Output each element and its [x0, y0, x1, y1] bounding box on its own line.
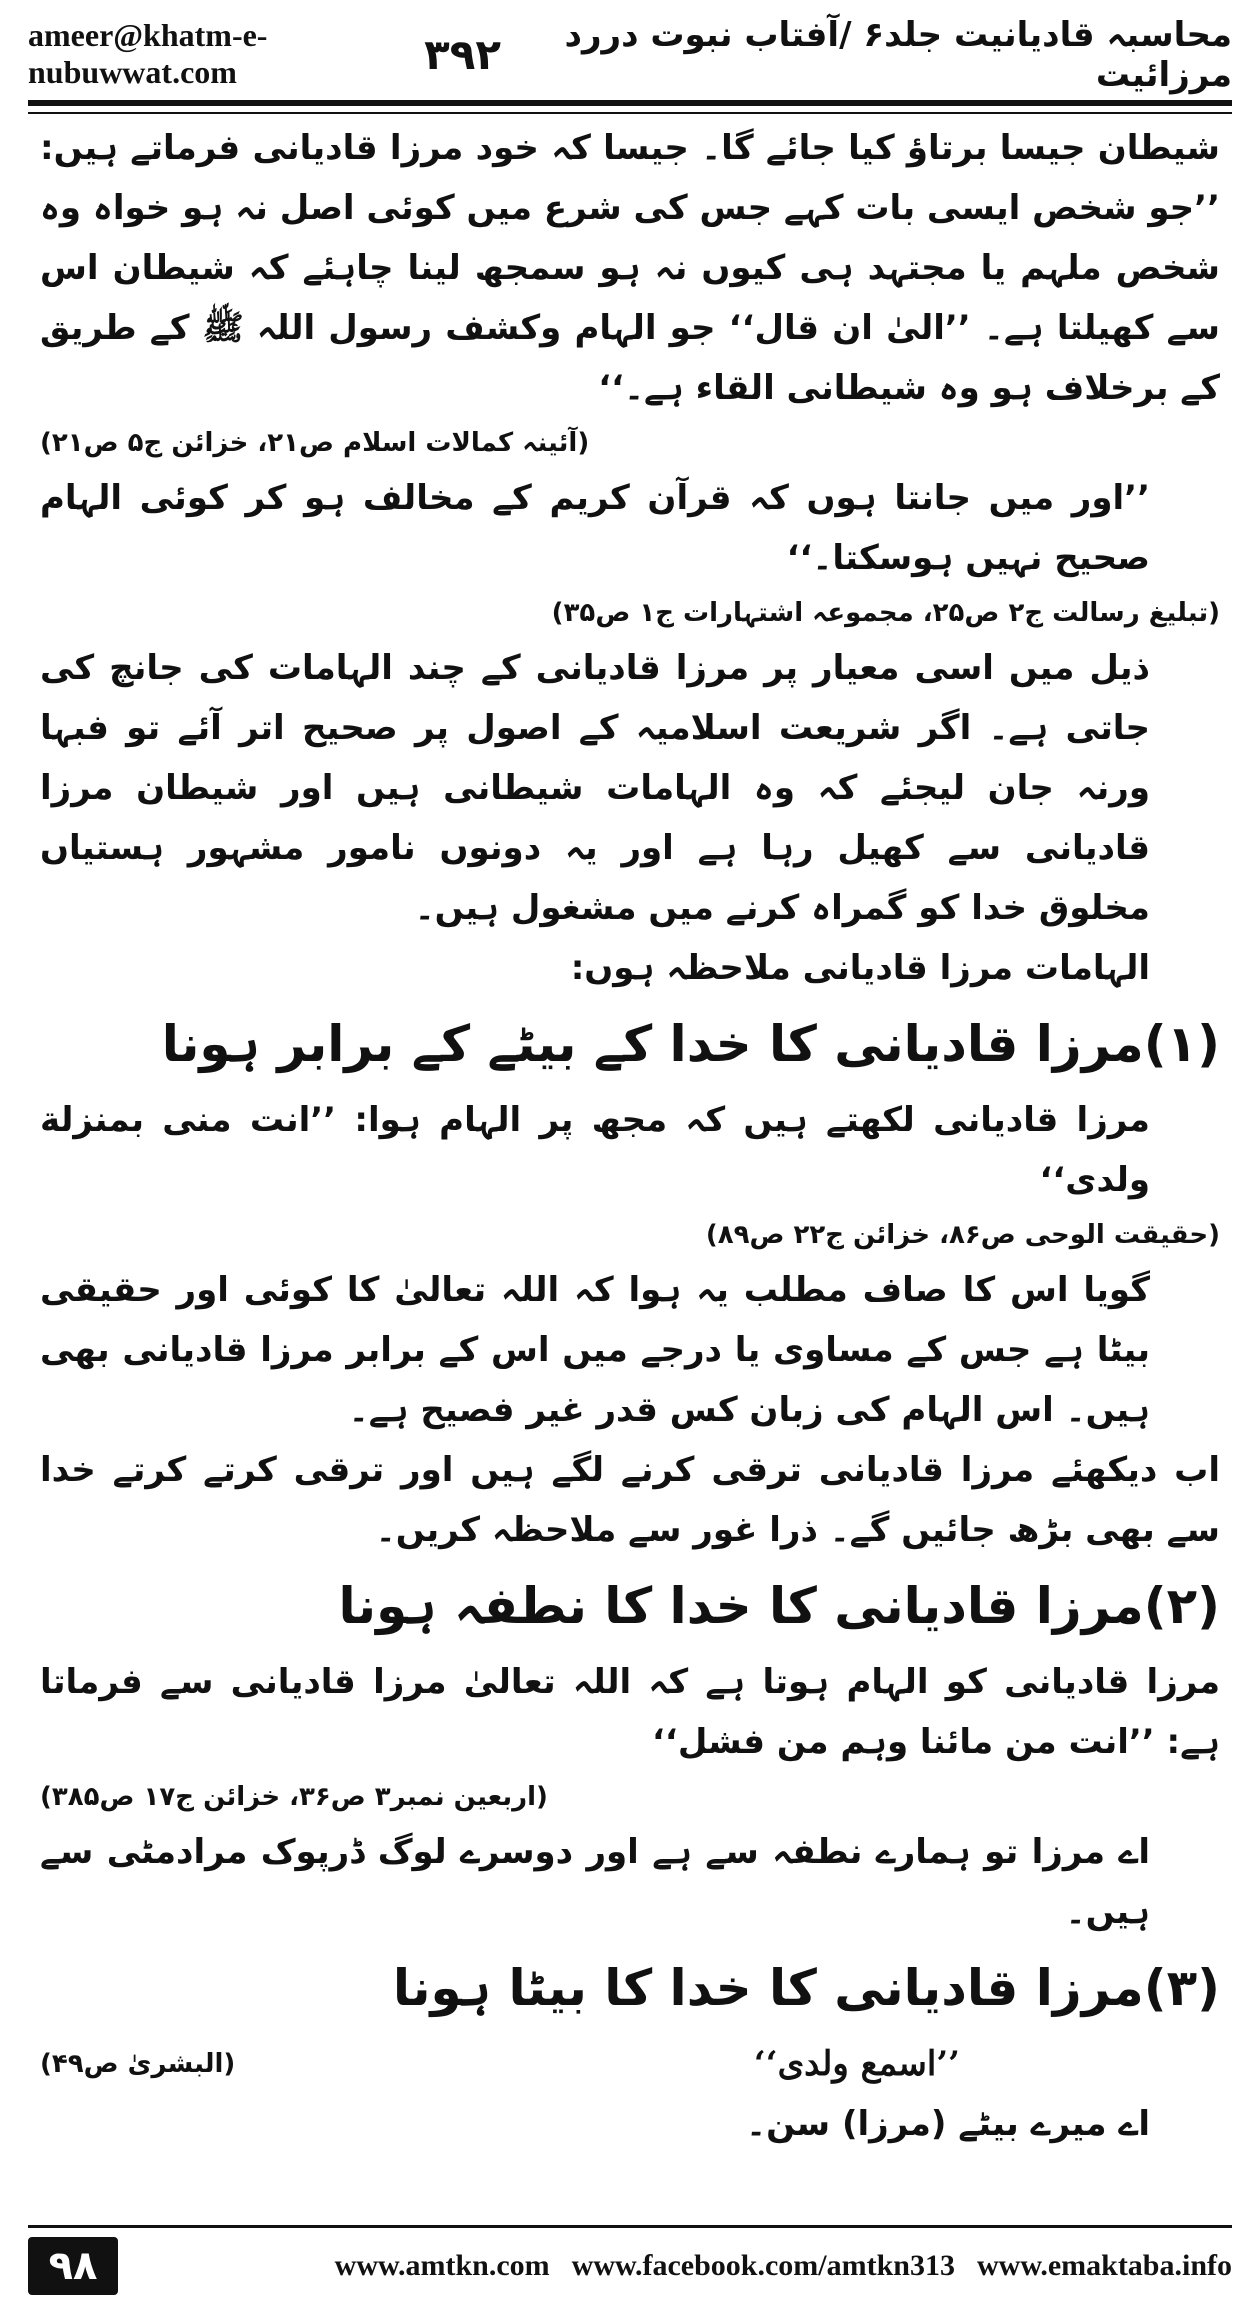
- paragraph-intro: شیطان جیسا برتاؤ کیا جائے گا۔ جیسا کہ خود مرزا قادیانی فرماتے ہیں: ’’جو شخص ایسی بات کہے جس کی شرع میں کوئی اصل نہ ہو خواہ وہ شخص ملہم یا مجتہد ہی کیوں نہ ہو سمجھ لینا چاہئے کہ شیطان اس سے کھیلتا ہے۔ ’’الیٰ ان قال‘‘ جو الہام وکشف رسول اللہ ﷺ کے طریق کے برخلاف ہو وہ شیطانی القاء ہے۔‘‘: [40, 128, 1220, 408]
- reference-row: [40, 1210, 1220, 1260]
- footer-link-amtkn[interactable]: www.amtkn.com: [334, 2249, 550, 2282]
- footer-link-facebook[interactable]: www.facebook.com/amtkn313: [571, 2249, 955, 2282]
- section-heading-2: (۲)مرزا قادیانی کا خدا کا نطفہ ہونا: [338, 1577, 1220, 1635]
- header-rule-thick: [28, 100, 1232, 106]
- header-email[interactable]: ameer@khatm-e-nubuwwat.com: [28, 17, 268, 90]
- translation-line: اے میرے بیٹے (مرزا) سن۔: [746, 2104, 1150, 2144]
- header-page-number: ۳۹۲: [424, 29, 502, 79]
- footer-rule: [28, 2225, 1232, 2228]
- header-title: محاسبہ قادیانیت جلد۶ /آفتاب نبوت دررد مرزائیت: [564, 14, 1232, 95]
- page-header: [28, 14, 1232, 94]
- footer-links: [118, 2249, 1232, 2283]
- header-right: [424, 14, 1232, 95]
- paragraph-commentary: گویا اس کا صاف مطلب یہ ہوا کہ اللہ تعالیٰ کا کوئی اور حقیقی بیٹا ہے جس کے مساوی یا درجے میں اس کے برابر مرزا قادیانی بھی ہیں۔ اس الہام کی زبان کس قدر غیر فصیح ہے۔: [40, 1270, 1150, 1430]
- page-body: [40, 118, 1220, 2154]
- arabic-quote: ’’اسمع ولدی‘‘: [753, 2044, 960, 2084]
- quote-line: مرزا قادیانی لکھتے ہیں کہ مجھ پر الہام ہوا: ’’انت منی بمنزلة ولدی‘‘: [40, 1100, 1150, 1200]
- paragraph-lead: الہامات مرزا قادیانی ملاحظہ ہوں:: [570, 948, 1150, 988]
- footer-page-badge: ۹۸: [28, 2237, 118, 2295]
- paragraph-revelation: مرزا قادیانی کو الہام ہوتا ہے کہ اللہ تعالیٰ مرزا قادیانی سے فرماتا ہے: ’’انت من مائنا وہم من فشل‘‘: [40, 1662, 1220, 1762]
- reference: (حقیقت الوحی ص۸۶، خزائن ج۲۲ ص۸۹): [705, 1220, 1220, 1250]
- reference-row: [40, 418, 1220, 468]
- reference: (تبلیغ رسالت ج۲ ص۲۵، مجموعہ اشتہارات ج۱ ص۳۵): [551, 598, 1220, 628]
- reference-row: [40, 1772, 1220, 1822]
- footer-link-emaktaba[interactable]: www.emaktaba.info: [976, 2249, 1232, 2282]
- header-rule-thin: [28, 112, 1232, 114]
- translation-line: اے مرزا تو ہمارے نطفہ سے ہے اور دوسرے لوگ ڈرپوک مرادمٹی سے ہیں۔: [40, 1832, 1150, 1932]
- paragraph-criteria: ذیل میں اسی معیار پر مرزا قادیانی کے چند الہامات کی جانچ کی جاتی ہے۔ اگر شریعت اسلامیہ کے اصول پر صحیح اتر آئے تو فبہا ورنہ جان لیجئے کہ وہ الہامات شیطانی ہیں اور شیطان مرزا قادیانی سے کھیل رہا ہے اور یہ دونوں نامور مشہور ہستیاں مخلوق خدا کو گمراہ کرنے میں مشغول ہیں۔: [40, 648, 1150, 928]
- quote-reference-row: [40, 2034, 1220, 2094]
- reference-row: [40, 588, 1220, 638]
- section-heading-3: (۳)مرزا قادیانی کا خدا کا بیٹا ہونا: [392, 1959, 1220, 2017]
- section-heading-1: (۱)مرزا قادیانی کا خدا کے بیٹے کے برابر ہونا: [161, 1015, 1220, 1073]
- page-footer: [28, 2235, 1232, 2297]
- quote-line: ’’اور میں جانتا ہوں کہ قرآن کریم کے مخالف ہو کر کوئی الہام صحیح نہیں ہوسکتا۔‘‘: [40, 478, 1150, 578]
- paragraph-commentary: اب دیکھئے مرزا قادیانی ترقی کرنے لگے ہیں اور ترقی کرتے کرتے خدا سے بھی بڑھ جائیں گے۔ ذرا غور سے ملاحظہ کریں۔: [40, 1450, 1220, 1550]
- reference: (آئینہ کمالات اسلام ص۲۱، خزائن ج۵ ص۲۱): [40, 428, 590, 458]
- reference: (البشریٰ ص۴۹): [40, 2049, 236, 2079]
- reference: (اربعین نمبر۳ ص۳۶، خزائن ج۱۷ ص۳۸۵): [40, 1782, 548, 1812]
